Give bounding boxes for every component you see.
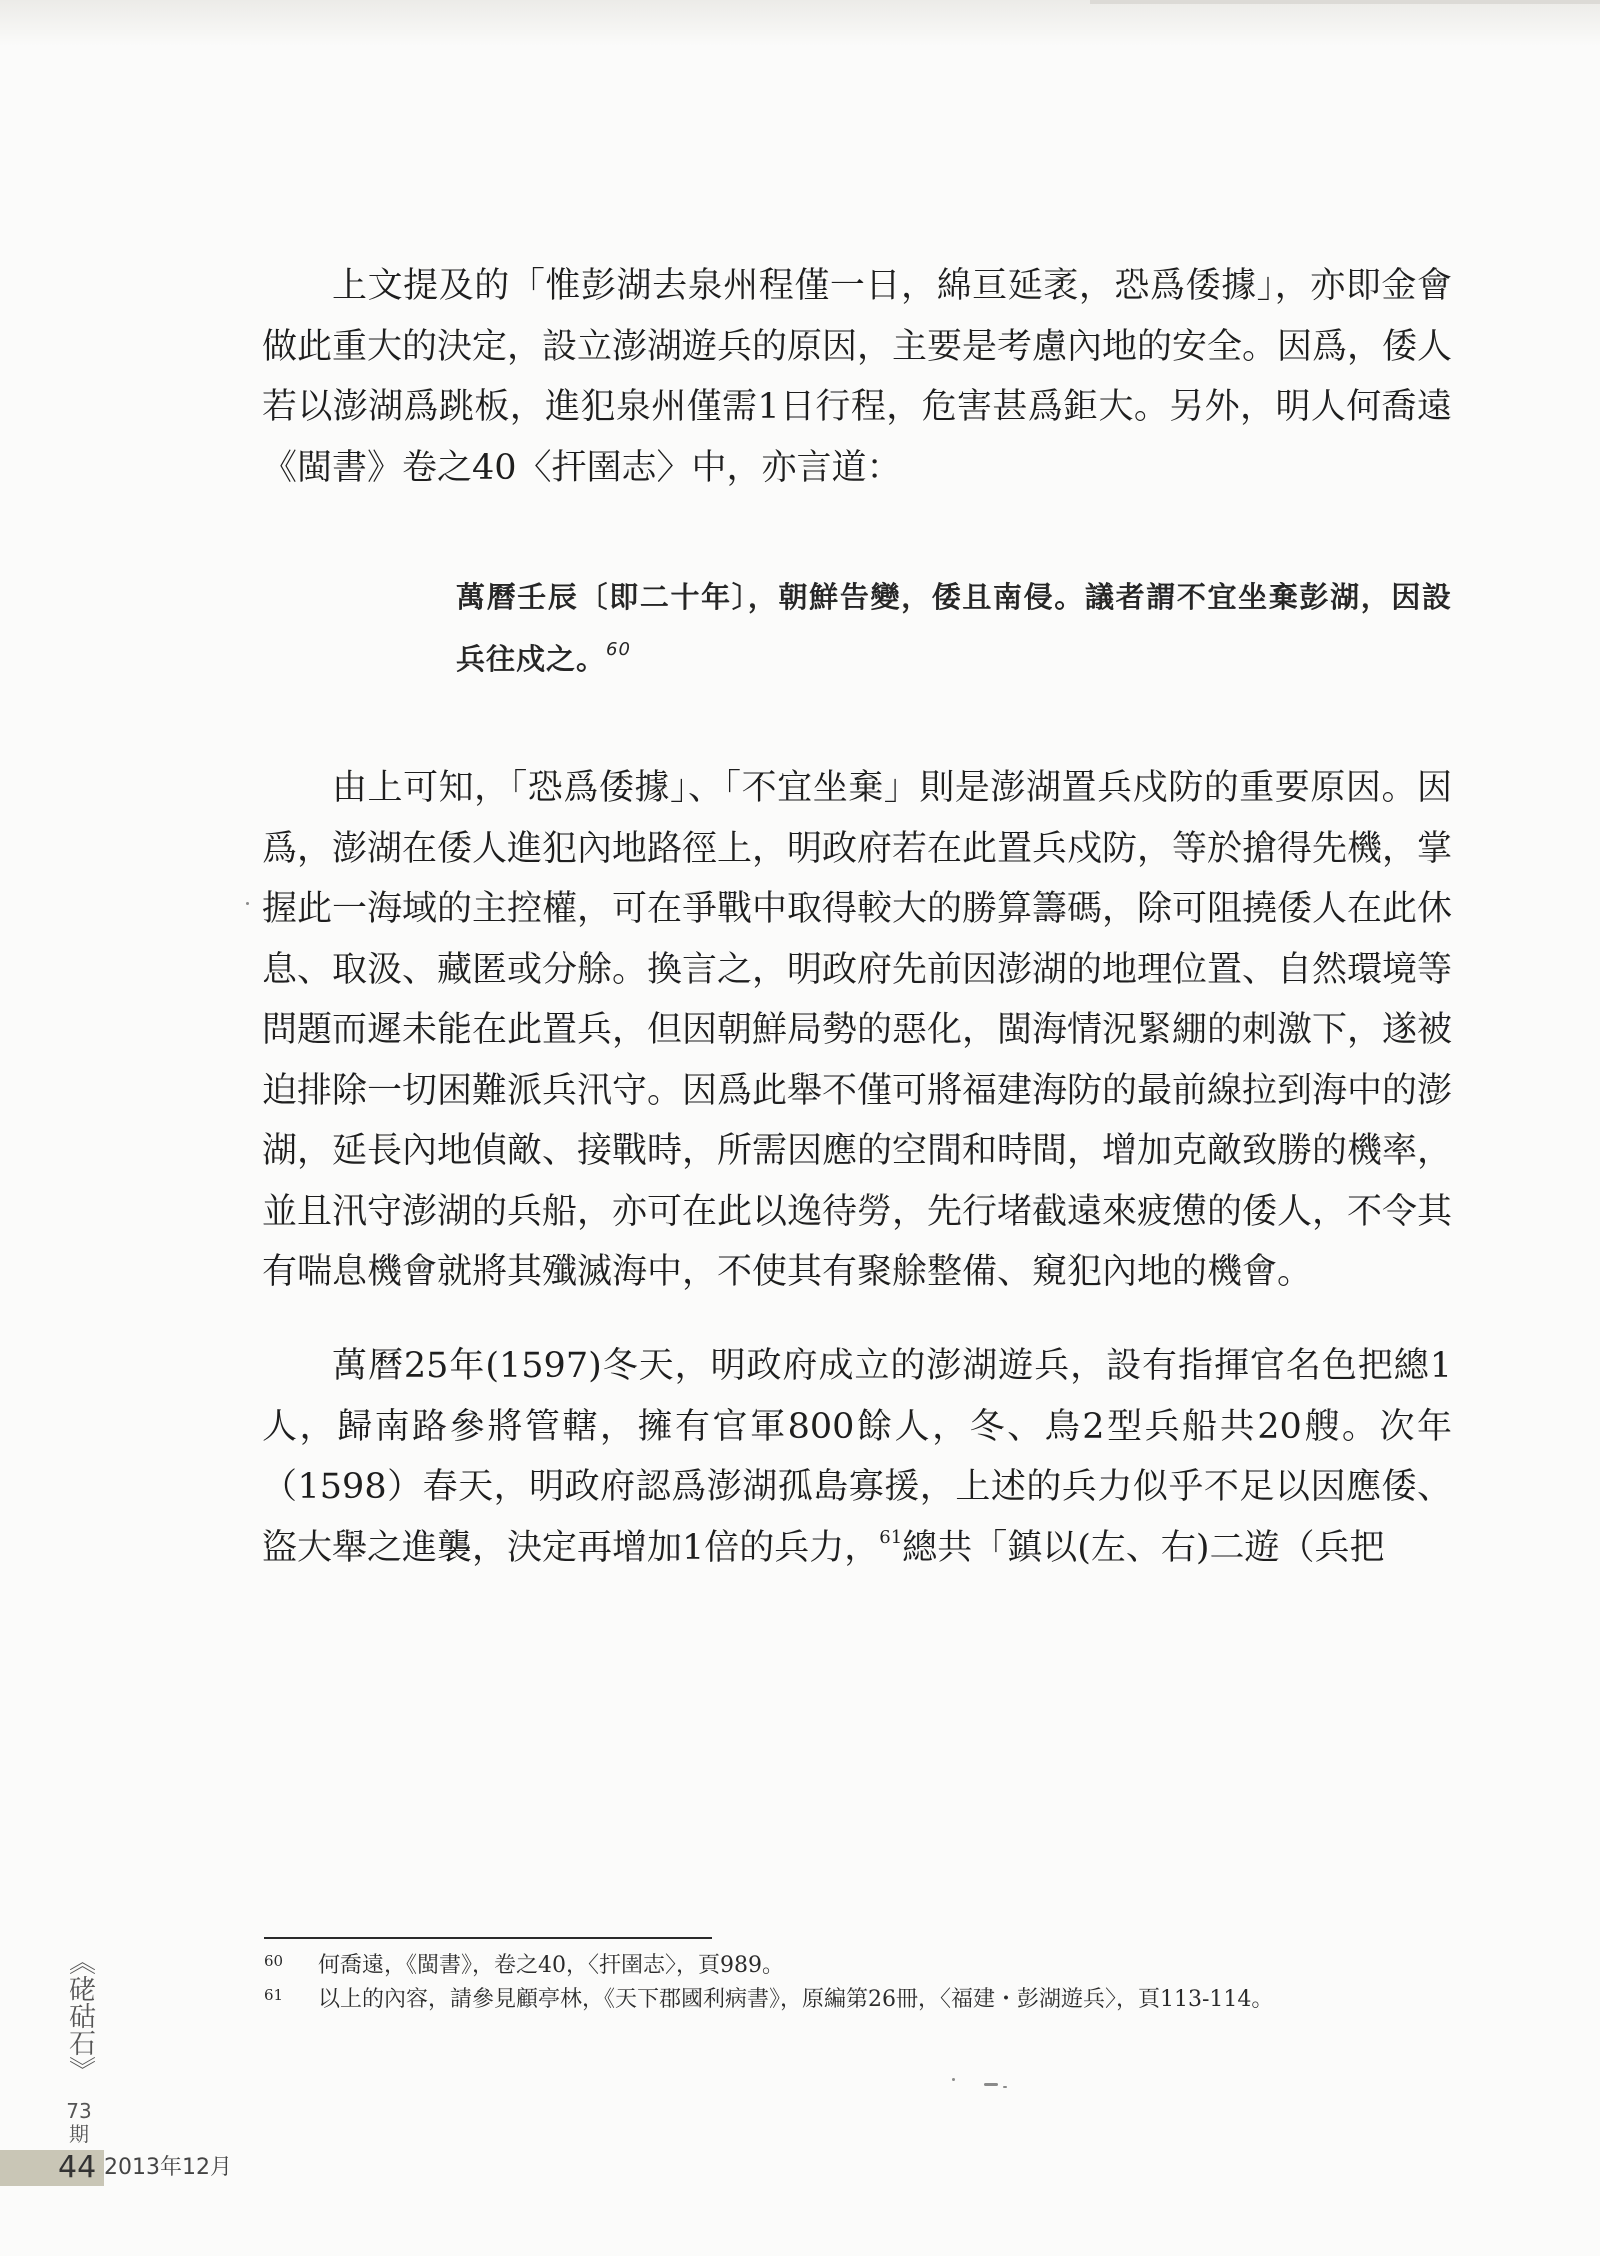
footnote-60 [264, 1950, 1454, 1981]
block-quote-text: 萬曆壬辰〔即二十年〕，朝鮮告變，倭且南侵。議者謂不宜坐棄彭湖，因設兵往戍之。 [456, 580, 1452, 676]
footnote-ref-61[interactable]: 61 [879, 1526, 903, 1548]
scan-speck [246, 902, 249, 905]
footnote-divider [264, 1937, 712, 1939]
issue-number: 73期 [66, 2099, 92, 2146]
paragraph-1-text: 上文提及的「惟彭湖去泉州程僅一日，綿亘延袤，恐爲倭據」，亦即金會做此重大的決定，設立澎湖遊兵的原因，主要是考慮內地的安全。因爲，倭人若以澎湖爲跳板，進犯泉州僅需1日行程，危害甚爲鉅大。另外，明人何喬遠《閩書》卷之40〈扞圉志〉中，亦言道： [262, 266, 1453, 488]
footnote-61 [264, 1984, 1454, 2015]
footnote-text: 何喬遠，《閩書》，卷之40，〈扞圉志〉，頁989。 [318, 1953, 784, 1978]
issue-date: 2013年12月 [104, 2155, 232, 2180]
scan-speck [984, 2083, 998, 2086]
block-quote [456, 566, 1452, 690]
scan-speck [1003, 2086, 1007, 2088]
scan-top-shadow [0, 0, 1600, 46]
footnote-number: 60 [264, 1952, 284, 1970]
paragraph-3-text-b: 總共「鎮以(左、右)二遊（兵把 [902, 1527, 1385, 1568]
paragraph-2 [262, 758, 1452, 1303]
scan-edge-line [1090, 0, 1600, 4]
paragraph-3-text [262, 1336, 1452, 1578]
paragraph-2-text: 由上可知，「恐爲倭據」、「不宜坐棄」則是澎湖置兵戍防的重要原因。因爲，澎湖在倭人進犯內地路徑上，明政府若在此置兵戍防，等於搶得先機，掌握此一海域的主控權，可在爭戰中取得較大的勝算籌碼，除可阻撓倭人在此休息、取汲、藏匿或分艅。換言之，明政府先前因澎湖的地理位置、自然環境等問題而遲未能在此置兵，但因朝鮮局勢的惡化，閩海情況緊綳的刺激下，遂被迫排除一切困難派兵汛守。因爲此舉不僅可將福建海防的最前線拉到海中的澎湖，延長內地偵敵、接戰時，所需因應的空間和時間，增加克敵致勝的機率，並且汛守澎湖的兵船，亦可在此以逸待勞，先行堵截遠來疲憊的倭人，不令其有喘息機會就將其殲滅海中，不使其有聚艅整備、窺犯內地的機會。 [262, 768, 1453, 1292]
paragraph-3-text-a: 萬曆25年(1597)冬天，明政府成立的澎湖遊兵，設有指揮官名色把總1人，歸南路參將管轄，擁有官軍800餘人，冬、鳥2型兵船共20艘。次年（1598）春天，明政府認爲澎湖孤島寡援，上述的兵力似乎不足以因應倭、盜大舉之進襲，決定再增加1倍的兵力， [262, 1346, 1452, 1568]
paragraph-3 [262, 1336, 1452, 1578]
page-number: 44 [58, 2150, 97, 2185]
paragraph-1 [262, 256, 1452, 498]
footnote-number: 61 [264, 1986, 284, 2004]
footnote-text: 以上的內容，請參見顧亭林，《天下郡國利病書》，原編第26冊，〈福建・彭湖遊兵〉，頁113-114。 [318, 1987, 1274, 2012]
footnote-ref-60[interactable]: 60 [606, 639, 631, 660]
footnotes [264, 1950, 1454, 2018]
scan-speck [952, 2078, 955, 2081]
magazine-title: 《硓𥑮石》 [64, 1948, 95, 2083]
